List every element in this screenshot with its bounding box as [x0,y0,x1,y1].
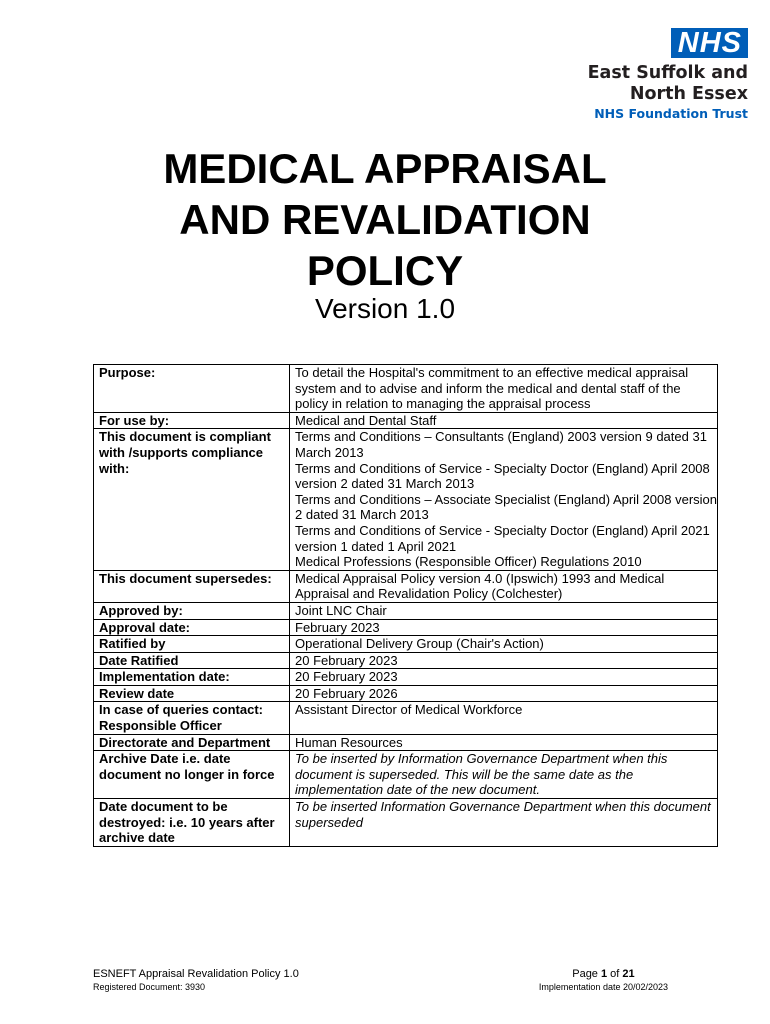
title-line-1: MEDICAL APPRAISAL [163,145,607,192]
row-value [290,412,718,429]
row-value [290,619,718,636]
footer-right [539,968,668,993]
trust-type: NHS Foundation Trust [594,106,748,121]
row-label: Date Ratified [94,652,290,669]
row-value [290,669,718,686]
footer-implementation-date: Implementation date 20/02/2023 [538,982,668,992]
table-row [94,619,718,636]
page-prefix: Page [572,968,601,980]
table-row [94,685,718,702]
table-row [94,602,718,619]
row-label: This document supersedes: [94,570,290,602]
row-value-line: 20 February 2023 [295,669,398,685]
table-row [94,652,718,669]
row-value-line: To detail the Hospital's commitment to an effective medical appraisal system and to advise and inform the medical and dental staff of the policy in relation to managing the appraisal process [295,365,689,412]
trust-name-line-1: East Suffolk and [587,63,748,83]
row-value-line: Human Resources [295,734,403,750]
row-value [290,602,718,619]
row-value [290,652,718,669]
row-label: Ratified by [94,636,290,653]
row-value [290,365,718,413]
table-row [94,669,718,686]
row-value-line: Medical Appraisal Policy version 4.0 (Ipswich) 1993 and Medical Appraisal and Revalidation Policy (Colchester) [295,570,665,602]
row-value [290,636,718,653]
footer-registered-document: Registered Document: 3930 [93,982,206,992]
row-label: Purpose: [94,365,290,413]
page-current: 1 [600,968,608,980]
table-row [94,636,718,653]
row-label: For use by: [94,412,290,429]
page-of: of [607,968,623,980]
title-line-3: POLICY [306,247,464,294]
row-label: Date document to be destroyed: i.e. 10 years after archive date [94,799,290,847]
nhs-logo [588,28,748,122]
document-control-table [93,364,718,847]
footer-document-name: ESNEFT Appraisal Revalidation Policy 1.0 [93,968,299,980]
row-label: Review date [94,685,290,702]
row-value-line: Medical and Dental Staff [295,412,437,428]
row-value [290,685,718,702]
row-value [290,570,718,602]
document-version: Version 1.0 [314,293,456,324]
row-label: Approval date: [94,619,290,636]
row-value-line: February 2023 [295,619,380,635]
row-value [290,734,718,751]
row-value-line: Terms and Conditions of Service - Specialty Doctor (England) April 2008 version 2 dated 31 March 2013 [295,460,710,492]
table-row [94,799,718,847]
row-label: Archive Date i.e. date document no longer in force [94,751,290,799]
row-value [290,702,718,734]
table-row [94,429,718,570]
table-row [94,365,718,413]
row-label: Directorate and Department [94,734,290,751]
row-value-line: Joint LNC Chair [295,602,387,618]
trust-name-line-2: North Essex [629,84,748,104]
row-value-line: Terms and Conditions – Consultants (England) 2003 version 9 dated 31 March 2013 [295,429,707,460]
row-label: Implementation date: [94,669,290,686]
row-value [290,799,718,847]
footer-left [93,968,299,993]
footer-page-number [539,968,668,981]
row-value-line: To be inserted by Information Governance Department when this document is superseded. This will be the same date as the implementation date of the new document. [295,751,668,798]
table-row [94,751,718,799]
row-value [290,429,718,570]
row-value-line: 20 February 2026 [295,685,398,701]
title-line-2: AND REVALIDATION [179,196,591,243]
document-title [0,143,770,296]
table-row [94,702,718,734]
row-label: Approved by: [94,602,290,619]
nhs-logo-mark: NHS [671,28,748,58]
row-value-line: Operational Delivery Group (Chair's Action) [295,636,544,652]
row-label: In case of queries contact: Responsible Officer [94,702,290,734]
row-value-line: Terms and Conditions of Service - Specialty Doctor (England) April 2021 version 1 dated 1 April 2021 [295,522,710,554]
row-value [290,751,718,799]
row-label: This document is compliant with /supports compliance with: [94,429,290,570]
table-row [94,570,718,602]
row-value-line: Medical Professions (Responsible Officer) Regulations 2010 [295,554,642,570]
row-value-line: Assistant Director of Medical Workforce [295,702,523,718]
page-total: 21 [622,968,635,980]
row-value-line: 20 February 2023 [295,652,398,668]
row-value-line: Terms and Conditions – Associate Specialist (England) April 2008 version 2 dated 31 March 2013 [295,491,718,523]
table-row [94,412,718,429]
table-row [94,734,718,751]
row-value-line: To be inserted Information Governance Department when this document superseded [295,799,711,830]
